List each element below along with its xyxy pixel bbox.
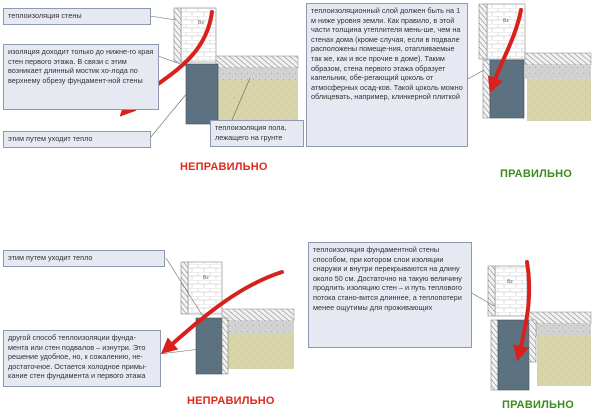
ground-soil bbox=[537, 336, 591, 386]
floor-screed bbox=[222, 321, 294, 333]
wall-insulation bbox=[181, 262, 188, 314]
verdict-wrong-bottom: НЕПРАВИЛЬНО bbox=[187, 395, 275, 407]
foundation-wall bbox=[196, 318, 222, 374]
floor-insulation bbox=[527, 312, 591, 324]
note-insulation-depth: теплоизоляционный слой должен быть на 1 м ниже уровня земли. Как правило, в этой части толщина утеплителя мень-ше, чем на стенах дома (кроме случая, если в подвале расположены помеще-ния, отапливаемые так же, как и все прочие в доме). Таким образом, стена первого этажа образует капельник, обе-регающий цоколь от атмосферных осад-ков. Такой цоколь можно облицевать, например, клинкерной плиткой bbox=[306, 3, 468, 147]
panel-bottom-right-drawing bbox=[470, 262, 591, 390]
leader-line bbox=[150, 16, 176, 20]
wall-insulation bbox=[174, 8, 181, 62]
note-overlap-insulation: теплоизоляция фундаментной стены способом, при котором слои изоляции снаружи и внутри перекрываются на длину около 50 см. Достаточно на такую величину продлить изоляцию стен – и путь теплового потока стано-вится длиннее, а теплопотери менее ощутимы для проживающих bbox=[308, 242, 472, 348]
verdict-right-top: ПРАВИЛЬНО bbox=[500, 168, 572, 180]
floor-insulation bbox=[216, 56, 298, 68]
wall-insulation bbox=[488, 266, 495, 316]
wall-mark: Bz bbox=[507, 279, 513, 285]
wall-bricks bbox=[495, 266, 527, 316]
note-floor-insulation: теплоизоляция пола, лежащего на грунте bbox=[210, 120, 304, 147]
foundation-insulation bbox=[491, 320, 498, 390]
wall-mark: Bz bbox=[198, 20, 204, 26]
ground-soil bbox=[218, 80, 298, 120]
ground-soil bbox=[527, 79, 591, 121]
floor-screed bbox=[525, 65, 591, 79]
leader-line bbox=[466, 70, 484, 80]
floor-screed bbox=[216, 68, 298, 80]
foundation-wall bbox=[490, 60, 524, 118]
floor-insulation bbox=[222, 309, 294, 321]
ground-soil bbox=[226, 333, 294, 369]
wall-mark: Bz bbox=[503, 18, 509, 24]
floor-insulation bbox=[525, 53, 591, 65]
foundation-wall bbox=[186, 64, 218, 124]
verdict-right-bottom: ПРАВИЛЬНО bbox=[502, 399, 574, 411]
note-heat-escape: этим путем уходит тепло bbox=[3, 131, 151, 148]
note-heat-escape-2: этим путем уходит тепло bbox=[3, 250, 165, 267]
wall-mark: Bz bbox=[203, 275, 209, 281]
verdict-wrong-top: НЕПРАВИЛЬНО bbox=[180, 161, 268, 173]
panel-bottom-left-drawing bbox=[160, 258, 294, 374]
foundation-insulation bbox=[483, 60, 490, 118]
note-cold-bridge: изоляция доходит только до нижне-го края стен первого этажа. В связи с этим возникает длинный мостик хо-лода по верхнему обрезу фундамент-ной стены bbox=[3, 44, 159, 110]
floor-screed bbox=[527, 324, 591, 336]
note-inside-insulation: другой способ теплоизоляции фунда-мента или стен подвалов – изнутри. Это решение удобное, но, к сожалению, не-достаточное. Остается холодное примы-кание стен фундамента и первого этажа bbox=[3, 330, 161, 387]
wall-insulation bbox=[479, 4, 487, 59]
note-wall-insulation: теплоизоляция стены bbox=[3, 8, 151, 25]
inner-insulation bbox=[529, 320, 536, 362]
panel-top-right-drawing bbox=[466, 4, 591, 121]
